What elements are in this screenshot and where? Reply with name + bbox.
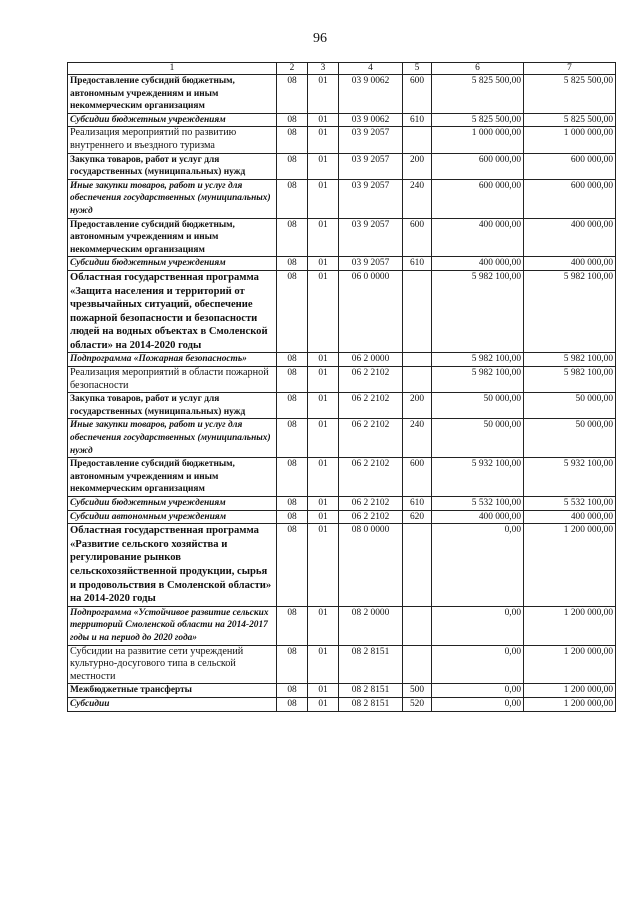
row-subsection: 01 (308, 353, 339, 367)
row-amount-1: 0,00 (432, 684, 524, 698)
row-amount-1: 5 825 500,00 (432, 113, 524, 127)
row-subsection: 01 (308, 497, 339, 511)
row-expense-type: 600 (403, 458, 432, 497)
row-subsection: 01 (308, 697, 339, 711)
table-row (68, 458, 616, 497)
row-target-code: 06 2 2102 (339, 497, 403, 511)
row-target-code: 06 2 2102 (339, 419, 403, 458)
row-amount-2: 5 982 100,00 (524, 353, 616, 367)
table-row (68, 497, 616, 511)
row-expense-type: 610 (403, 113, 432, 127)
row-name: Иные закупки товаров, работ и услуг для обеспечения государственных (муниципальных) нужд (68, 179, 277, 218)
row-name: Субсидии автономным учреждениям (68, 510, 277, 524)
row-target-code: 08 2 8151 (339, 645, 403, 684)
table-row (68, 419, 616, 458)
column-header: 3 (308, 63, 339, 75)
row-section: 08 (277, 684, 308, 698)
row-amount-1: 50 000,00 (432, 419, 524, 458)
row-name: Предоставление субсидий бюджетным, автономным учреждениям и иным некоммерческим организациям (68, 75, 277, 114)
row-name: Реализация мероприятий в области пожарной безопасности (68, 367, 277, 393)
row-subsection: 01 (308, 153, 339, 179)
row-target-code: 06 2 0000 (339, 353, 403, 367)
table-row (68, 353, 616, 367)
row-name: Предоставление субсидий бюджетным, автономным учреждениям и иным некоммерческим организациям (68, 458, 277, 497)
row-amount-2: 5 825 500,00 (524, 113, 616, 127)
row-target-code: 08 2 8151 (339, 697, 403, 711)
row-amount-2: 1 200 000,00 (524, 684, 616, 698)
row-expense-type: 610 (403, 257, 432, 271)
row-target-code: 03 9 2057 (339, 218, 403, 257)
table-row (68, 153, 616, 179)
row-amount-2: 1 200 000,00 (524, 606, 616, 645)
row-name: Закупка товаров, работ и услуг для государственных (муниципальных) нужд (68, 393, 277, 419)
row-name: Подпрограмма «Устойчивое развитие сельских территорий Смоленской области на 2014-2017 годы и на период до 2020 года» (68, 606, 277, 645)
row-amount-2: 50 000,00 (524, 393, 616, 419)
row-expense-type: 520 (403, 697, 432, 711)
row-name: Межбюджетные трансферты (68, 684, 277, 698)
row-target-code: 03 9 0062 (339, 75, 403, 114)
table-row (68, 393, 616, 419)
row-amount-2: 1 200 000,00 (524, 645, 616, 684)
row-section: 08 (277, 179, 308, 218)
row-expense-type (403, 645, 432, 684)
row-amount-1: 400 000,00 (432, 218, 524, 257)
row-amount-2: 1 200 000,00 (524, 524, 616, 607)
row-expense-type: 240 (403, 179, 432, 218)
column-header: 4 (339, 63, 403, 75)
row-amount-1: 400 000,00 (432, 257, 524, 271)
row-amount-2: 400 000,00 (524, 218, 616, 257)
row-section: 08 (277, 127, 308, 153)
row-expense-type: 240 (403, 419, 432, 458)
row-subsection: 01 (308, 218, 339, 257)
row-expense-type: 600 (403, 75, 432, 114)
row-subsection: 01 (308, 510, 339, 524)
row-expense-type (403, 270, 432, 353)
row-amount-1: 5 982 100,00 (432, 367, 524, 393)
row-target-code: 08 2 0000 (339, 606, 403, 645)
row-target-code: 06 2 2102 (339, 367, 403, 393)
row-section: 08 (277, 153, 308, 179)
table-row (68, 606, 616, 645)
table-row (68, 218, 616, 257)
column-header: 6 (432, 63, 524, 75)
row-name: Субсидии бюджетным учреждениям (68, 113, 277, 127)
row-subsection: 01 (308, 458, 339, 497)
table-row (68, 367, 616, 393)
row-name: Областная государственная программа «Защита населения и территорий от чрезвычайных ситуаций, обеспечение пожарной безопасности и безопасности людей на водных объектах в Смоленской области» на 2014-2020 годы (68, 270, 277, 353)
row-amount-1: 1 000 000,00 (432, 127, 524, 153)
row-name: Субсидии бюджетным учреждениям (68, 257, 277, 271)
row-amount-2: 5 532 100,00 (524, 497, 616, 511)
row-target-code: 03 9 2057 (339, 153, 403, 179)
row-amount-1: 5 932 100,00 (432, 458, 524, 497)
row-name: Предоставление субсидий бюджетным, автономным учреждениям и иным некоммерческим организациям (68, 218, 277, 257)
row-amount-2: 600 000,00 (524, 153, 616, 179)
row-section: 08 (277, 367, 308, 393)
row-subsection: 01 (308, 257, 339, 271)
table-row (68, 270, 616, 353)
row-amount-2: 400 000,00 (524, 257, 616, 271)
row-amount-2: 600 000,00 (524, 179, 616, 218)
row-name: Закупка товаров, работ и услуг для государственных (муниципальных) нужд (68, 153, 277, 179)
row-expense-type (403, 606, 432, 645)
row-target-code: 08 2 8151 (339, 684, 403, 698)
table-row (68, 179, 616, 218)
row-name: Иные закупки товаров, работ и услуг для обеспечения государственных (муниципальных) нужд (68, 419, 277, 458)
row-amount-2: 1 000 000,00 (524, 127, 616, 153)
row-amount-1: 5 982 100,00 (432, 270, 524, 353)
row-section: 08 (277, 606, 308, 645)
page-number: 96 (313, 31, 327, 46)
row-expense-type: 600 (403, 218, 432, 257)
row-expense-type: 500 (403, 684, 432, 698)
row-section: 08 (277, 113, 308, 127)
column-header: 1 (68, 63, 277, 75)
row-amount-2: 50 000,00 (524, 419, 616, 458)
table-row (68, 113, 616, 127)
row-target-code: 08 0 0000 (339, 524, 403, 607)
row-expense-type (403, 127, 432, 153)
row-section: 08 (277, 524, 308, 607)
row-target-code: 06 0 0000 (339, 270, 403, 353)
row-section: 08 (277, 353, 308, 367)
row-amount-1: 400 000,00 (432, 510, 524, 524)
row-expense-type: 610 (403, 497, 432, 511)
row-target-code: 03 9 2057 (339, 127, 403, 153)
row-amount-1: 5 825 500,00 (432, 75, 524, 114)
row-amount-2: 5 932 100,00 (524, 458, 616, 497)
row-subsection: 01 (308, 127, 339, 153)
row-subsection: 01 (308, 75, 339, 114)
row-subsection: 01 (308, 524, 339, 607)
table-header-row (68, 63, 616, 75)
row-section: 08 (277, 270, 308, 353)
row-section: 08 (277, 645, 308, 684)
row-amount-2: 5 982 100,00 (524, 367, 616, 393)
row-expense-type: 200 (403, 153, 432, 179)
row-expense-type: 620 (403, 510, 432, 524)
row-subsection: 01 (308, 367, 339, 393)
row-subsection: 01 (308, 113, 339, 127)
table-row (68, 127, 616, 153)
row-expense-type (403, 367, 432, 393)
row-amount-1: 0,00 (432, 524, 524, 607)
row-amount-2: 400 000,00 (524, 510, 616, 524)
budget-table (67, 62, 616, 712)
row-section: 08 (277, 510, 308, 524)
table-row (68, 510, 616, 524)
row-target-code: 06 2 2102 (339, 393, 403, 419)
row-amount-1: 0,00 (432, 697, 524, 711)
row-amount-1: 0,00 (432, 606, 524, 645)
row-amount-1: 600 000,00 (432, 153, 524, 179)
row-expense-type (403, 353, 432, 367)
row-amount-2: 1 200 000,00 (524, 697, 616, 711)
column-header: 2 (277, 63, 308, 75)
row-name: Подпрограмма «Пожарная безопасность» (68, 353, 277, 367)
row-subsection: 01 (308, 684, 339, 698)
row-name: Реализация мероприятий по развитию внутреннего и въездного туризма (68, 127, 277, 153)
row-expense-type: 200 (403, 393, 432, 419)
table-row (68, 684, 616, 698)
row-subsection: 01 (308, 606, 339, 645)
table-row (68, 697, 616, 711)
row-amount-1: 5 982 100,00 (432, 353, 524, 367)
column-header: 5 (403, 63, 432, 75)
row-target-code: 06 2 2102 (339, 510, 403, 524)
row-section: 08 (277, 393, 308, 419)
row-target-code: 06 2 2102 (339, 458, 403, 497)
row-section: 08 (277, 257, 308, 271)
row-target-code: 03 9 0062 (339, 113, 403, 127)
row-amount-1: 5 532 100,00 (432, 497, 524, 511)
table-row (68, 524, 616, 607)
row-amount-1: 50 000,00 (432, 393, 524, 419)
row-name: Субсидии бюджетным учреждениям (68, 497, 277, 511)
row-target-code: 03 9 2057 (339, 179, 403, 218)
column-header: 7 (524, 63, 616, 75)
row-amount-2: 5 982 100,00 (524, 270, 616, 353)
row-amount-1: 0,00 (432, 645, 524, 684)
row-section: 08 (277, 697, 308, 711)
table-row (68, 75, 616, 114)
row-subsection: 01 (308, 393, 339, 419)
table-row (68, 257, 616, 271)
row-section: 08 (277, 75, 308, 114)
row-amount-1: 600 000,00 (432, 179, 524, 218)
table-row (68, 645, 616, 684)
row-target-code: 03 9 2057 (339, 257, 403, 271)
row-subsection: 01 (308, 645, 339, 684)
row-subsection: 01 (308, 419, 339, 458)
row-subsection: 01 (308, 179, 339, 218)
row-amount-2: 5 825 500,00 (524, 75, 616, 114)
row-section: 08 (277, 218, 308, 257)
row-subsection: 01 (308, 270, 339, 353)
row-section: 08 (277, 458, 308, 497)
row-name: Областная государственная программа «Развитие сельского хозяйства и регулирование рынков сельскохозяйственной продукции, сырья и продовольствия в Смоленской области» на 2014-2020 годы (68, 524, 277, 607)
row-expense-type (403, 524, 432, 607)
row-section: 08 (277, 419, 308, 458)
row-section: 08 (277, 497, 308, 511)
row-name: Субсидии (68, 697, 277, 711)
row-name: Субсидии на развитие сети учреждений культурно-досугового типа в сельской местности (68, 645, 277, 684)
